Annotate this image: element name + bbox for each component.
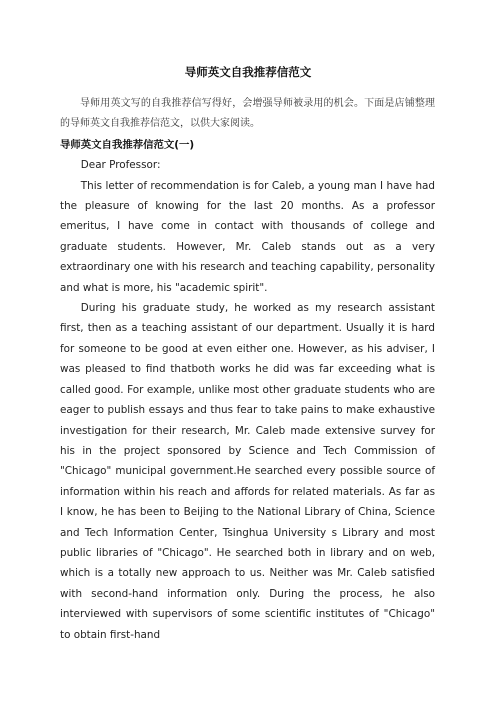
document-title: 导师英文自我推荐信范文: [184, 65, 312, 79]
document-body: [60, 94, 435, 645]
section-heading: 导师英文自我推荐信范文(一): [60, 138, 195, 151]
body-paragraph-2: During his graduate study, he worked as my research assistant first, then as a teaching assistant of our department. Usually it is hard for someone to be good at even either one. However, as his adviser, I was pleased to find thatboth works he did was far exceeding what is called good. For example, unlike most other graduate students who are eager to publish essays and thus fear to take pains to make exhaustive investigation for their research, Mr. Caleb made extensive survey for his in the project sponsored by Science and Tech Commission of "Chicago" municipal government.He searched every possible source of information within his reach and affords for related materials. As far as I know, he has been to Beijing to the National Library of China, Science and Tech Information Center, Tsinghua University s Library and most public libraries of "Chicago". He searched both in library and on web, which is a totally new approach to us. Neither was Mr. Caleb satisfied with second-hand information only. During the process, he also interviewed with supervisors of some scientific institutes of "Chicago" to obtain first-hand: [60, 302, 435, 641]
body-paragraph-1: This letter of recommendation is for Caleb, a young man I have had the pleasure of knowing for the last 20 months. As a professor emeritus, I have come in contact with thousands of college and graduate students. However, Mr. Caleb stands out as a very extraordinary one with his research and teaching capability, personality and what is more, his "academic spirit".: [60, 179, 435, 294]
salutation: Dear Professor:: [80, 159, 161, 172]
intro-paragraph: 导师用英文写的自我推荐信写得好，会增强导师被录用的机会。下面是店铺整理的导师英文自我推荐信范文，以供大家阅读。: [60, 98, 435, 130]
